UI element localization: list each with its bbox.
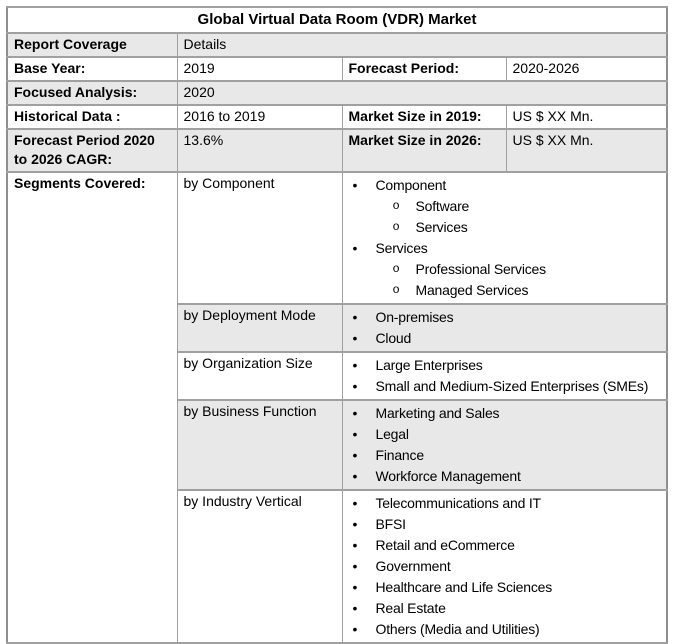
base-year-value: 2019 xyxy=(177,57,342,81)
segment-item xyxy=(343,424,667,445)
segment-item-label: On-premises xyxy=(375,309,454,325)
segment-item-label: Healthcare and Life Sciences xyxy=(375,579,553,595)
bullet-icon: • xyxy=(352,600,358,616)
cagr-row xyxy=(7,129,667,172)
bullet-icon: • xyxy=(352,426,358,442)
bullet-icon: • xyxy=(352,537,358,553)
bullet-icon: • xyxy=(352,579,358,595)
segment-item-label: BFSI xyxy=(375,516,406,532)
segment-item xyxy=(343,355,667,376)
title-row xyxy=(7,7,667,33)
base-year-label: Base Year: xyxy=(7,57,177,81)
segment-item xyxy=(343,445,667,466)
segment-item-label: Managed Services xyxy=(415,282,529,298)
focused-analysis-row xyxy=(7,81,667,105)
segment-item-label: Telecommunications and IT xyxy=(375,495,541,511)
focused-analysis-label: Focused Analysis: xyxy=(7,81,177,105)
segment-item xyxy=(343,259,667,280)
segment-item-label: Others (Media and Utilities) xyxy=(375,621,540,637)
bullet-icon: • xyxy=(352,309,358,325)
report-scope-table xyxy=(6,6,668,644)
bullet-icon: • xyxy=(352,405,358,421)
forecast-period-value: 2020-2026 xyxy=(506,57,667,81)
bullet-icon: • xyxy=(352,621,358,637)
segment-group-name: by Deployment Mode xyxy=(177,304,342,352)
segment-item-list xyxy=(343,401,667,489)
segment-group-items-cell xyxy=(342,400,667,490)
segment-item-label: Marketing and Sales xyxy=(375,405,500,421)
segment-group-name: by Business Function xyxy=(177,400,342,490)
segment-group-name: by Industry Vertical xyxy=(177,490,342,643)
bullet-icon: • xyxy=(352,468,358,484)
segment-item-label: Government xyxy=(375,558,451,574)
circle-icon: o xyxy=(392,220,400,234)
historical-data-value: 2016 to 2019 xyxy=(177,105,342,129)
segment-item xyxy=(343,514,667,535)
segment-item xyxy=(343,619,667,640)
report-coverage-value: Details xyxy=(177,33,667,57)
segment-item-label: Services xyxy=(375,240,428,256)
segment-item xyxy=(343,238,667,259)
bullet-icon: • xyxy=(352,516,358,532)
segment-item xyxy=(343,328,667,349)
cagr-label: Forecast Period 2020 to 2026 CAGR: xyxy=(7,129,177,172)
circle-icon: o xyxy=(392,262,400,276)
segment-item xyxy=(343,556,667,577)
segment-item xyxy=(343,466,667,487)
circle-icon: o xyxy=(392,283,400,297)
report-coverage-row xyxy=(7,33,667,57)
segment-item-label: Professional Services xyxy=(415,261,546,277)
segment-item xyxy=(343,598,667,619)
bullet-icon: • xyxy=(352,378,358,394)
segment-group-name: by Component xyxy=(177,172,342,304)
segment-item-label: Legal xyxy=(375,426,409,442)
segment-item-label: Large Enterprises xyxy=(375,357,483,373)
segment-group-items-cell xyxy=(342,172,667,304)
segment-item-label: Cloud xyxy=(375,330,412,346)
segment-item-list xyxy=(343,491,667,642)
segment-group-name: by Organization Size xyxy=(177,352,342,400)
bullet-icon: • xyxy=(352,447,358,463)
segment-item xyxy=(343,217,667,238)
cagr-value: 13.6% xyxy=(177,129,342,172)
segment-item xyxy=(343,493,667,514)
segment-row-component xyxy=(7,172,667,304)
bullet-icon: • xyxy=(352,558,358,574)
historical-data-row xyxy=(7,105,667,129)
segments-covered-label: Segments Covered: xyxy=(7,172,177,643)
segment-item xyxy=(343,280,667,301)
focused-analysis-value: 2020 xyxy=(177,81,667,105)
segment-item-list xyxy=(343,173,667,303)
segment-item xyxy=(343,175,667,196)
segment-item xyxy=(343,196,667,217)
report-coverage-label: Report Coverage xyxy=(7,33,177,57)
market-size-2019-label: Market Size in 2019: xyxy=(342,105,506,129)
segment-item-label: Services xyxy=(415,219,468,235)
segment-item-list xyxy=(343,353,667,399)
segment-item xyxy=(343,535,667,556)
segment-item-label: Real Estate xyxy=(375,600,446,616)
segment-group-items-cell xyxy=(342,490,667,643)
forecast-period-label: Forecast Period: xyxy=(342,57,506,81)
bullet-icon: • xyxy=(352,240,358,256)
segment-item-label: Software xyxy=(415,198,470,214)
segment-item-label: Workforce Management xyxy=(375,468,521,484)
segment-group-items-cell xyxy=(342,304,667,352)
segment-item-label: Component xyxy=(375,177,447,193)
market-size-2019-value: US $ XX Mn. xyxy=(506,105,667,129)
segment-item-list xyxy=(343,305,667,351)
market-size-2026-value: US $ XX Mn. xyxy=(506,129,667,172)
page-title: Global Virtual Data Room (VDR) Market xyxy=(7,7,667,33)
segment-item xyxy=(343,376,667,397)
segment-item-label: Retail and eCommerce xyxy=(375,537,515,553)
bullet-icon: • xyxy=(352,357,358,373)
bullet-icon: • xyxy=(352,495,358,511)
segment-group-items-cell xyxy=(342,352,667,400)
circle-icon: o xyxy=(392,199,400,213)
bullet-icon: • xyxy=(352,330,358,346)
bullet-icon: • xyxy=(352,177,358,193)
segment-item-label: Finance xyxy=(375,447,424,463)
segment-item xyxy=(343,403,667,424)
segment-item-label: Small and Medium-Sized Enterprises (SMEs) xyxy=(375,378,649,394)
historical-data-label: Historical Data : xyxy=(7,105,177,129)
segment-item xyxy=(343,307,667,328)
market-size-2026-label: Market Size in 2026: xyxy=(342,129,506,172)
base-year-row xyxy=(7,57,667,81)
segment-item xyxy=(343,577,667,598)
